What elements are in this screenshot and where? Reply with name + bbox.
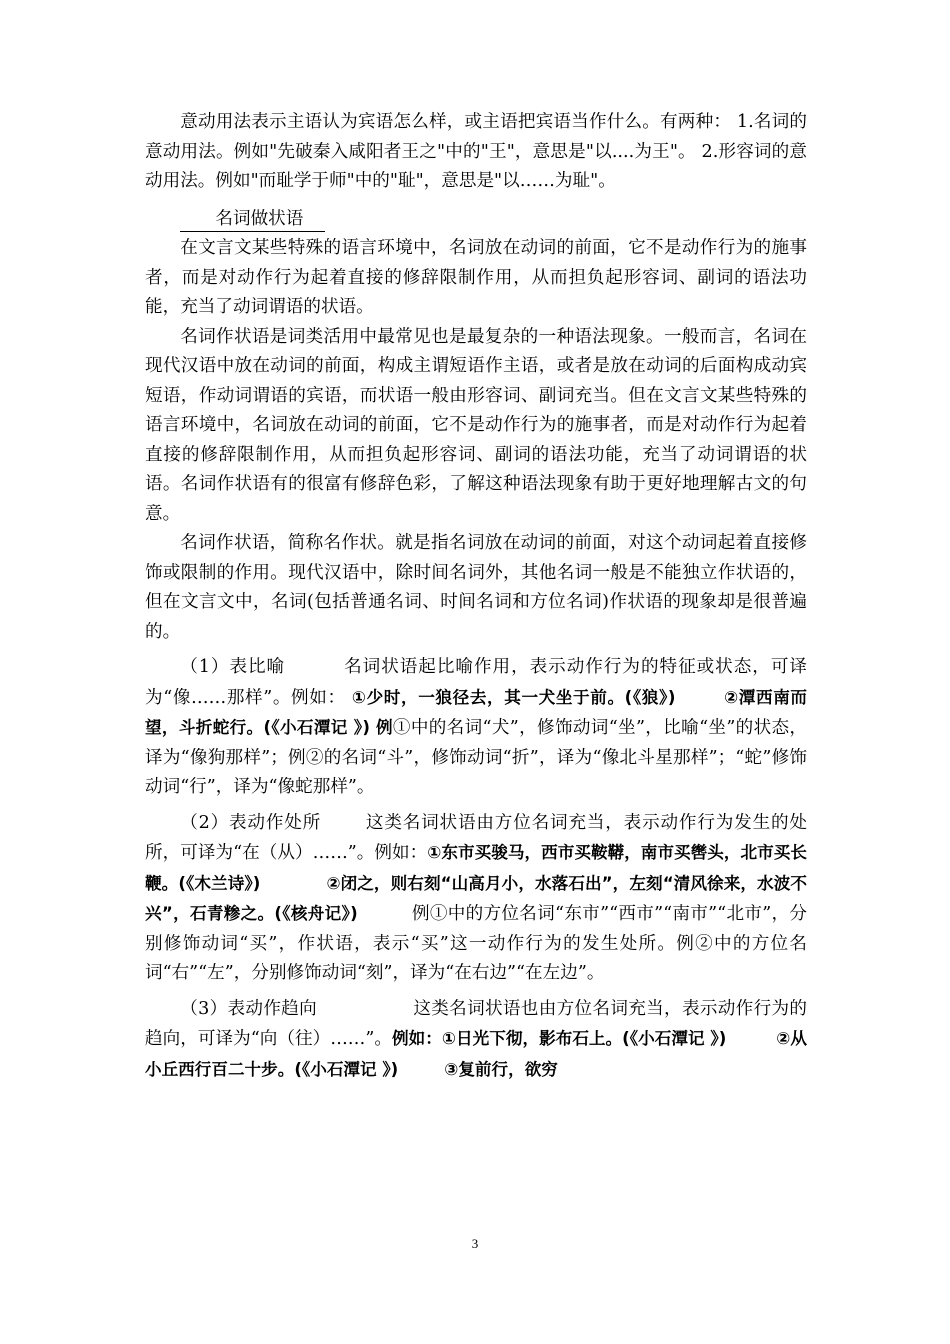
- section-heading: 名词做状语: [180, 207, 325, 232]
- example-pond-2: ①日光下彻，影布石上。(《小石潭记 》): [441, 1029, 727, 1048]
- section-heading-wrapper: [145, 205, 807, 235]
- section-location: [145, 809, 807, 989]
- section-location-explain: 例①中的方位名词“东市”“西市”“南市”“北市”，分别修饰动词“买”，作状语，表示“买”这一动作行为的发生处所。例②中的方位名词“右”“左”，分别修饰动词“刻”，译为“在右边”“在左边”。: [145, 904, 807, 983]
- section-location-desc: 这类名词状语由方位名词充当，表示动作行为发生的处所，可译为“在（从）……”。例如：: [145, 812, 807, 863]
- paragraph-summary: 名词作状语，简称名作状。就是指名词放在动词的前面，对这个动词起着直接修饰或限制的作用。现代汉语中，除时间名词外，其他名词一般是不能独立作状语的，但在文言文中，名词(包括普通名词、时间名词和方位名词)作状语的现象却是很普遍的。: [145, 533, 807, 642]
- example-mulan: ①东市买骏马，西市买鞍鞯，南市买辔头，北市买长鞭。(《木兰诗》): [145, 843, 807, 893]
- section-metaphor-label: （1）表比喻: [180, 657, 286, 677]
- section-metaphor-desc: 名词状语起比喻作用，表示动作行为的特征或状态，可译为“像……那样”。例如：: [145, 657, 807, 708]
- example-pond-3: ②从小丘西行百二十步。(《小石潭记 》): [145, 1029, 807, 1079]
- intro-paragraph: 意动用法表示主语认为宾语怎么样，或主语把宾语当作什么。有两种： 1.名词的意动用法。例如"先破秦入咸阳者王之"中的"王"，意思是"以....为王"。 2.形容词的意动用法。例如"而耻学于师"中的"耻"，意思是"以……为耻"。: [145, 112, 807, 191]
- example-forward: ③复前行，欲穷: [444, 1059, 558, 1079]
- section-metaphor-explain: ①中的名词“犬”，修饰动词“坐”，比喻“坐”的状态，译为“像狗那样”；例②的名词“斗”，修饰动词“折”，译为“像北斗星那样”；“蛇”修饰动词“行”，译为“像蛇那样”。: [145, 718, 808, 797]
- example-label: 例: [375, 718, 393, 737]
- section-direction: [145, 995, 807, 1086]
- paragraph-definition: 在文言文某些特殊的语言环境中，名词放在动词的前面，它不是动作行为的施事者，而是对动作行为起着直接的修辞限制作用，从而担负起形容词、副词的语法功能，充当了动词谓语的状语。: [145, 238, 807, 317]
- section-direction-desc: 这类名词状语也由方位名词充当，表示动作行为的趋向，可译为“向（往）……”。: [145, 998, 807, 1049]
- example-boat: ②闭之，则右刻“山高月小，水落石出”，左刻“清风徐来，水波不兴”，石青糁之。(《核舟记》): [145, 873, 807, 923]
- section-metaphor: [145, 653, 807, 803]
- section-direction-label: （3）表动作趋向: [180, 998, 318, 1019]
- example-pond-1: ②潭西南而望，斗折蛇行。(《小石潭记 》): [145, 687, 807, 737]
- document-body: [145, 108, 807, 1085]
- example-wolf: ①少时，一狼径去，其一犬坐于前。(《狼》): [351, 687, 676, 707]
- section-location-label: （2）表动作处所: [180, 812, 322, 833]
- paragraph-explanation: 名词作状语是词类活用中最常见也是最复杂的一种语法现象。一般而言，名词在现代汉语中放在动词的前面，构成主谓短语作主语，或者是放在动词的后面构成动宾短语，作动词谓语的宾语，而状语一般由形容词、副词充当。但在文言文某些特殊的语言环境中，名词放在动词的前面，它不是动作行为的施事者，而是对动作行为起着直接的修辞限制作用，从而担负起形容词、副词的语法功能，充当了动词谓语的状语。名词作状语有的很富有修辞色彩，了解这种语法现象有助于更好地理解古文的句意。: [145, 326, 807, 524]
- example-intro: 例如：: [392, 1029, 442, 1048]
- page-number: 3: [471, 1236, 479, 1251]
